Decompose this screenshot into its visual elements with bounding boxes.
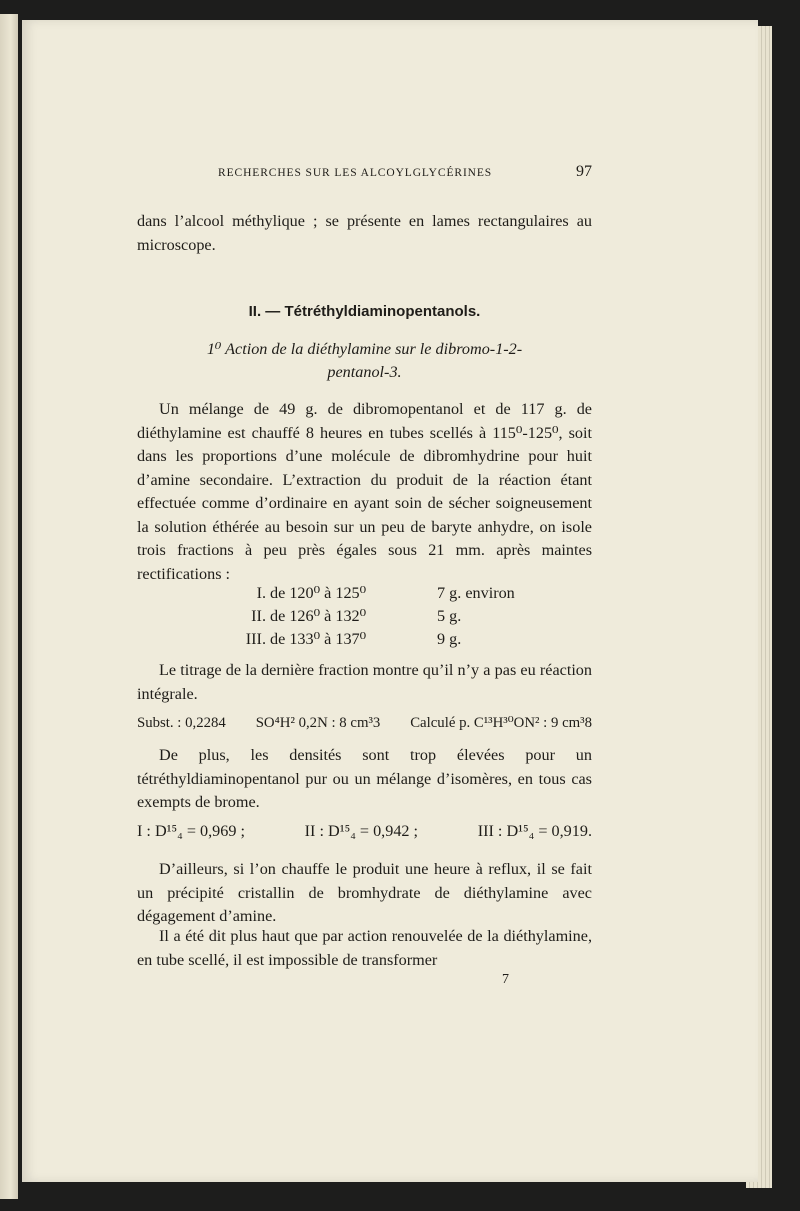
paragraph-4: De plus, les densités sont trop élevées pour un tétréthyldiaminopentanol pur ou un mélange d’isomères, en tous cas exempts de brome. <box>137 746 592 811</box>
section-heading: II. — Tétréthyldiaminopentanols. <box>248 303 481 320</box>
left-page-edge <box>0 14 18 1199</box>
fraction-label: I. <box>256 584 266 602</box>
fraction-row <box>137 628 592 652</box>
analysis-calculated: Calculé p. C¹³H³⁰ON² : 9 cm³8 <box>410 715 592 731</box>
fraction-yield: 5 g. <box>437 607 462 625</box>
paragraph-2: Un mélange de 49 g. de dibromopentanol et de 117 g. de diéthylamine est chauffé 8 heures en tubes scellés à 115⁰-125⁰, soit dans les proportions d’une molécule de dibromhydrine pour huit d’amine secondaire. L’extraction du produit de la réaction étant effectuée comme d’ordinaire en ayant soin de sécher soigneusement la solution éthérée au besoin sur un peu de baryte anhydre, on isole trois fractions à peu près égales sous 21 mm. après maintes rectifications : <box>137 400 592 583</box>
subheading <box>137 338 592 384</box>
density-2: II : D¹⁵₄ = 0,942 ; <box>304 822 419 840</box>
analysis-line <box>137 712 592 736</box>
analysis-subst: Subst. : 0,2284 <box>137 715 226 731</box>
paragraph-5: D’ailleurs, si l’on chauffe le produit une heure à reflux, il se fait un précipité cristallin de bromhydrate de diéthylamine avec dégagement d’amine. <box>137 860 592 925</box>
fraction-row <box>137 605 592 629</box>
page-number: 97 <box>576 163 592 180</box>
fraction-label: III. <box>245 630 266 648</box>
fraction-yield: 9 g. <box>437 630 462 648</box>
running-head <box>137 158 592 182</box>
fraction-range: de 133⁰ à 137⁰ <box>270 630 367 648</box>
running-title: RECHERCHES SUR LES ALCOYLGLYCÉRINES <box>218 167 493 179</box>
fraction-row <box>137 582 592 606</box>
analysis-titration: SO⁴H² 0,2N : 8 cm³3 <box>255 715 381 731</box>
density-1: I : D¹⁵₄ = 0,969 ; <box>137 822 246 840</box>
subheading-line-1: 1⁰ Action de la diéthylamine sur le dibromo-1-2- <box>206 340 523 358</box>
fractions-table <box>137 582 592 654</box>
subheading-line-2: pentanol-3. <box>327 363 402 381</box>
book-page <box>22 20 758 1182</box>
fraction-yield: 7 g. environ <box>437 584 515 602</box>
densities-line <box>137 820 592 844</box>
signature-mark: 7 <box>502 972 509 987</box>
density-3: III : D¹⁵₄ = 0,919. <box>477 822 592 840</box>
paragraph-6: Il a été dit plus haut que par action renouvelée de la diéthylamine, en tube scellé, il est impossible de transformer <box>137 927 592 969</box>
fraction-range: de 126⁰ à 132⁰ <box>270 607 367 625</box>
fraction-range: de 120⁰ à 125⁰ <box>270 584 367 602</box>
paragraph-1: dans l’alcool méthylique ; se présente en lames rectangulaires au microscope. <box>137 212 592 254</box>
paragraph-3: Le titrage de la dernière fraction montre qu’il n’y a pas eu réaction intégrale. <box>137 661 592 703</box>
fraction-label: II. <box>251 607 266 625</box>
